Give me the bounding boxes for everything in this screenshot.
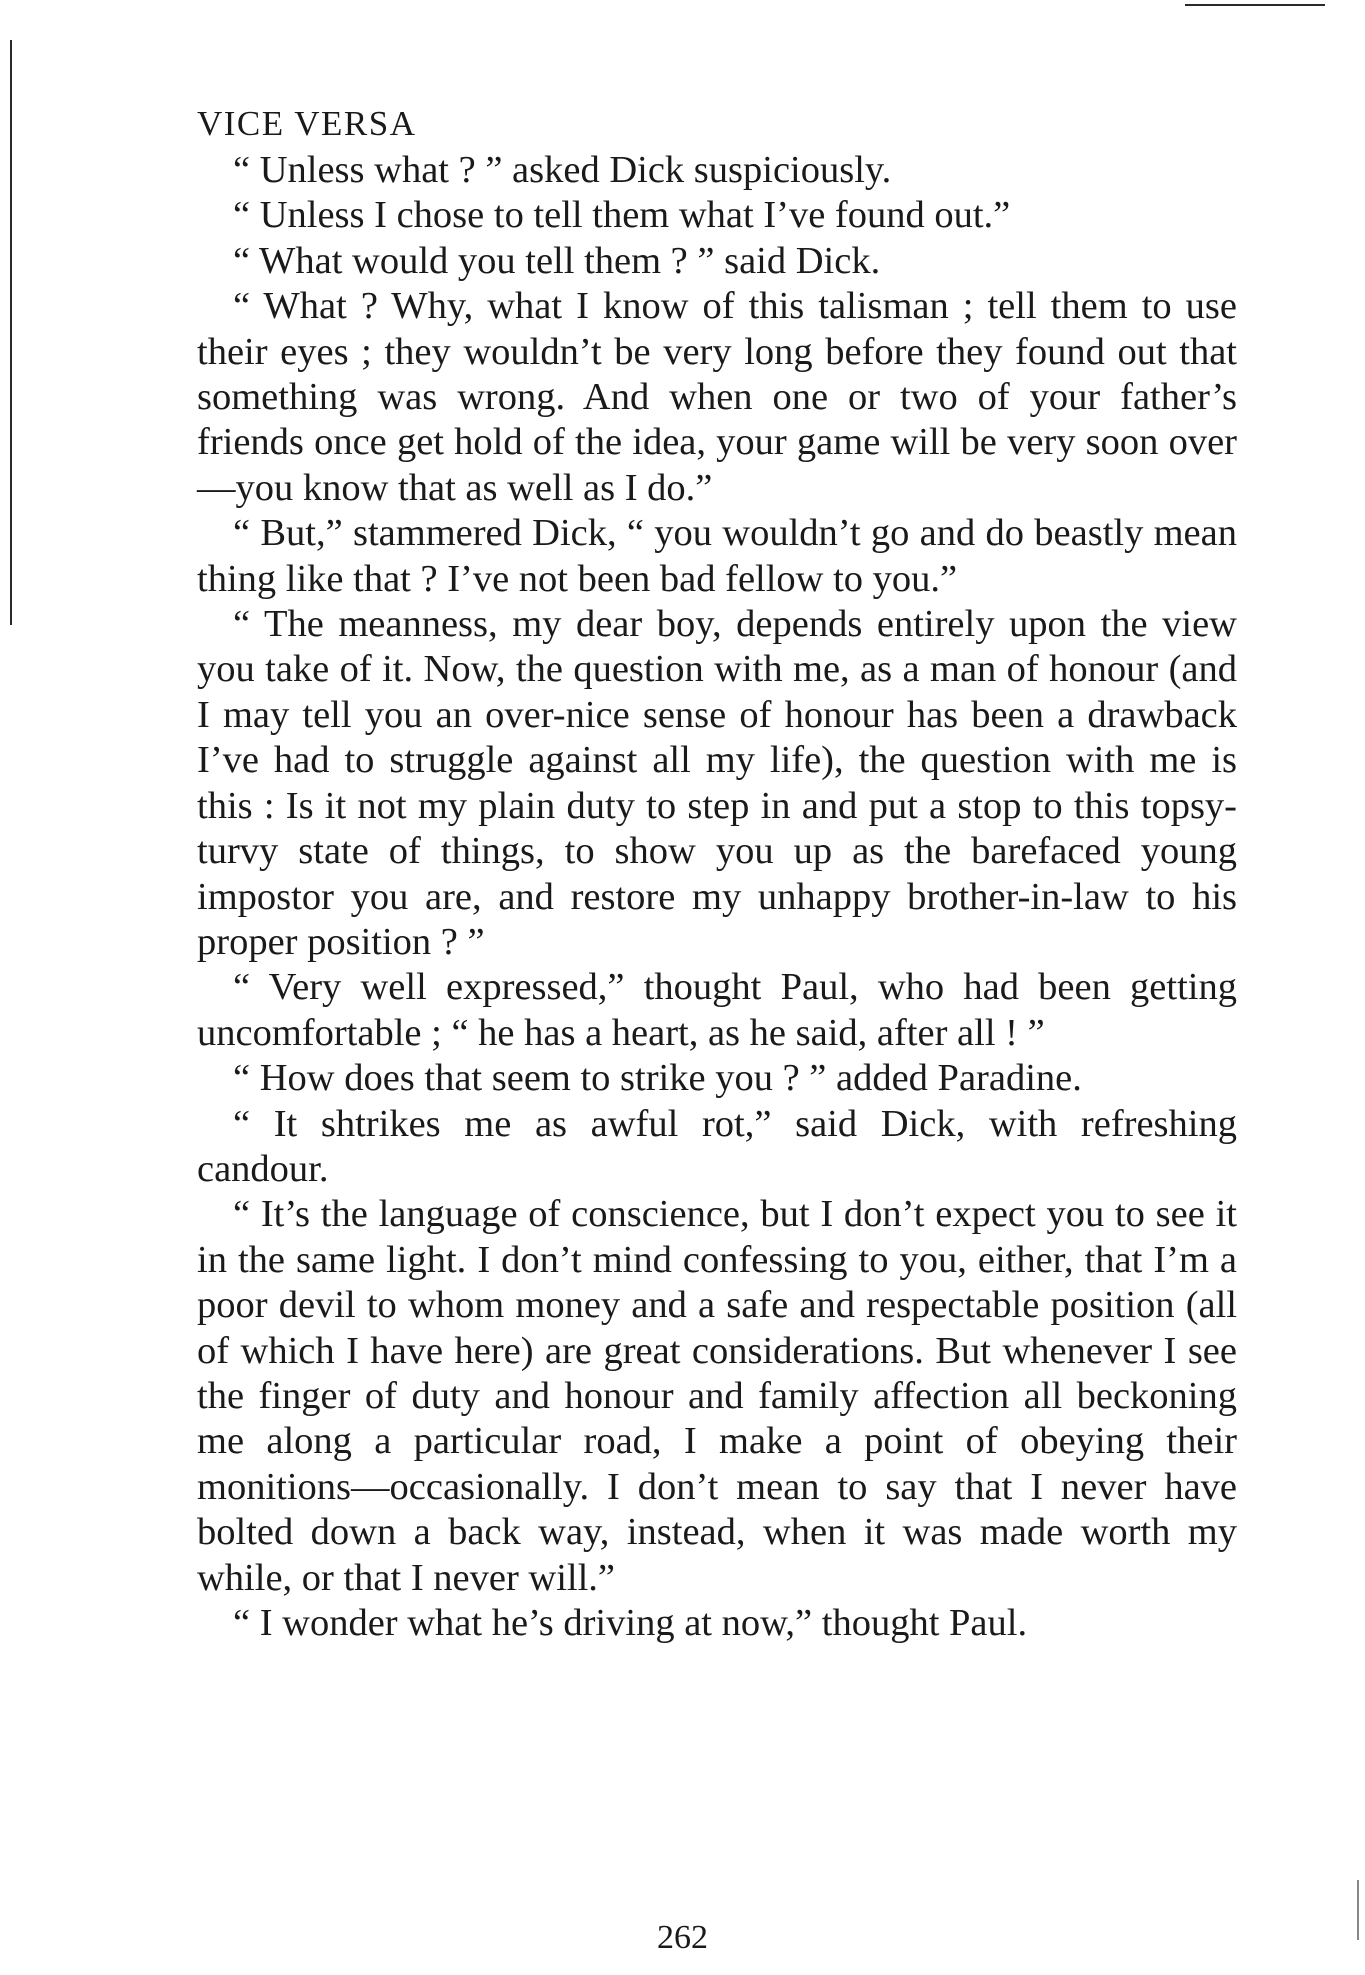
- paragraph-1: “ Unless what ? ” asked Dick suspiciously.: [233, 149, 892, 191]
- paragraph-6: “ The meanness, my dear boy, depends entirely upon the view you take of it. Now, the question with me, as a man of honour (and I may tell you an over-nice sense of honour has been a drawback I’ve had to struggle against all my life), the question with me is this : Is it not my plain duty to step in and put a stop to this topsy-turvy state of things, to show you up as the barefaced young impostor you are, and restore my unhappy brother-in-law to his proper position ? ”: [197, 603, 1237, 963]
- left-margin-rule: [10, 40, 12, 625]
- paragraph-3: “ What would you tell them ? ” said Dick.: [233, 239, 881, 282]
- paragraph-9: “ It shtrikes me as awful rot,” said Dick, with refreshing candour.: [197, 1102, 1237, 1190]
- paragraph-2: “ Unless I chose to tell them what I’ve found out.”: [233, 194, 1011, 237]
- paragraph-7: “ Very well expressed,” thought Paul, who had been getting uncomfortable ; “ he has a heart, as he said, after all ! ”: [197, 966, 1237, 1054]
- running-head: VICE VERSA: [197, 104, 417, 143]
- page-number: 262: [657, 1919, 708, 1956]
- paragraph-8: “ How does that seem to strike you ? ” added Paradine.: [233, 1057, 1082, 1100]
- page-body: [197, 100, 1237, 1646]
- paragraph-5: “ But,” stammered Dick, “ you wouldn’t go and do beastly mean thing like that ? I’ve not been bad fellow to you.”: [197, 512, 1237, 600]
- paragraph-4: “ What ? Why, what I know of this talisman ; tell them to use their eyes ; they wouldn’t be very long before they found out that something was wrong. And when one or two of your father’s friends once get hold of the idea, your game will be very soon over—you know that as well as I do.”: [197, 285, 1237, 509]
- paragraph-11: “ I wonder what he’s driving at now,” thought Paul.: [233, 1602, 1028, 1644]
- paragraph-10: “ It’s the language of conscience, but I don’t expect you to see it in the same light. I don’t mind confessing to you, either, that I’m a poor devil to whom money and a safe and respectable position (all of which I have here) are great considerations. But whenever I see the finger of duty and honour and family affection all beckoning me along a particular road, I make a point of obeying their monitions—occasionally. I don’t mean to say that I never have bolted down a back way, instead, when it was made worth my while, or that I never will.”: [197, 1193, 1237, 1599]
- top-rule: [1185, 4, 1325, 6]
